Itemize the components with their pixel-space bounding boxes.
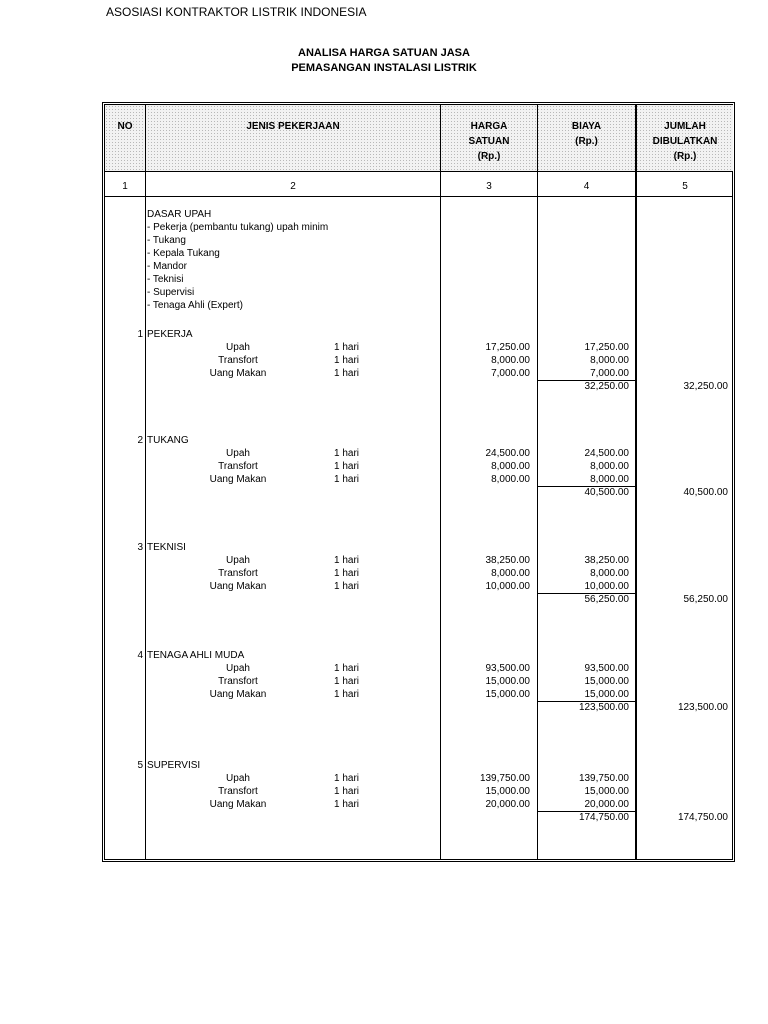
item-biaya: 15,000.00 (584, 786, 629, 797)
column-header-harga-satuan-1: HARGA (470, 121, 508, 132)
item-harga-satuan: 15,000.00 (485, 786, 530, 797)
organization-name: ASOSIASI KONTRAKTOR LISTRIK INDONESIA (106, 5, 367, 19)
dasar-upah-item: - Teknisi (147, 274, 184, 285)
item-label: Transfort (218, 461, 258, 472)
item-quantity: 1 hari (334, 474, 360, 485)
item-harga-satuan: 10,000.00 (485, 581, 530, 592)
section-jumlah-dibulatkan: 123,500.00 (677, 702, 728, 713)
item-label: Upah (226, 342, 250, 353)
item-label: Uang Makan (209, 799, 267, 810)
column-number-divider (104, 196, 733, 197)
item-label: Upah (226, 773, 250, 784)
item-quantity: 1 hari (334, 461, 360, 472)
item-harga-satuan: 38,250.00 (485, 555, 530, 566)
item-biaya: 24,500.00 (584, 448, 629, 459)
item-harga-satuan: 8,000.00 (491, 474, 530, 485)
column-header-no: NO (117, 121, 133, 132)
item-label: Uang Makan (209, 689, 267, 700)
item-quantity: 1 hari (334, 448, 360, 459)
item-quantity: 1 hari (334, 568, 360, 579)
section-name: TEKNISI (147, 542, 186, 553)
section-jumlah-dibulatkan: 56,250.00 (683, 594, 728, 605)
column-header-jumlah-1: JUMLAH (664, 121, 706, 132)
dasar-upah-item: - Mandor (147, 261, 188, 272)
column-header-harga-satuan-3: (Rp.) (477, 151, 501, 162)
item-quantity: 1 hari (334, 663, 360, 674)
item-label: Transfort (218, 676, 258, 687)
section-name: SUPERVISI (147, 760, 201, 771)
item-quantity: 1 hari (334, 355, 360, 366)
item-biaya: 7,000.00 (590, 368, 629, 379)
item-label: Uang Makan (209, 581, 267, 592)
item-quantity: 1 hari (334, 368, 360, 379)
dasar-upah-title: DASAR UPAH (147, 209, 212, 220)
column-number-5: 5 (682, 181, 688, 192)
item-harga-satuan: 17,250.00 (485, 342, 530, 353)
item-biaya: 10,000.00 (584, 581, 629, 592)
item-label: Uang Makan (209, 368, 267, 379)
section-name: TENAGA AHLI MUDA (147, 650, 245, 661)
item-label: Transfort (218, 786, 258, 797)
column-divider-no (145, 104, 146, 860)
item-quantity: 1 hari (334, 689, 360, 700)
section-number: 1 (137, 329, 143, 340)
item-biaya: 20,000.00 (584, 799, 629, 810)
item-quantity: 1 hari (334, 581, 360, 592)
section-jumlah-dibulatkan: 174,750.00 (677, 812, 728, 823)
item-quantity: 1 hari (334, 786, 360, 797)
item-biaya: 38,250.00 (584, 555, 629, 566)
item-harga-satuan: 139,750.00 (479, 773, 530, 784)
item-label: Transfort (218, 568, 258, 579)
document-title-line2: PEMASANGAN INSTALASI LISTRIK (291, 62, 477, 74)
header-divider (104, 171, 733, 172)
column-divider-biaya (635, 104, 637, 860)
column-header-harga-satuan-2: SATUAN (468, 136, 510, 147)
item-harga-satuan: 8,000.00 (491, 461, 530, 472)
section-name: TUKANG (147, 435, 189, 446)
section-number: 3 (137, 542, 143, 553)
column-header-biaya-2: (Rp.) (575, 136, 598, 147)
item-harga-satuan: 15,000.00 (485, 689, 530, 700)
item-label: Uang Makan (209, 474, 267, 485)
column-header-biaya-1: BIAYA (571, 121, 602, 132)
section-number: 5 (137, 760, 143, 771)
section-subtotal: 40,500.00 (584, 487, 629, 498)
item-biaya: 139,750.00 (578, 773, 629, 784)
column-header-jumlah-3: (Rp.) (673, 151, 697, 162)
item-harga-satuan: 7,000.00 (491, 368, 530, 379)
section-number: 2 (137, 435, 143, 446)
column-number-4: 4 (583, 181, 590, 192)
section-number: 4 (137, 650, 143, 661)
column-number-1: 1 (122, 181, 128, 192)
item-biaya: 15,000.00 (584, 676, 629, 687)
item-biaya: 15,000.00 (584, 689, 629, 700)
item-harga-satuan: 24,500.00 (485, 448, 530, 459)
item-quantity: 1 hari (334, 799, 360, 810)
item-harga-satuan: 8,000.00 (491, 568, 530, 579)
item-harga-satuan: 20,000.00 (485, 799, 530, 810)
column-number-2: 2 (290, 181, 296, 192)
item-label: Transfort (218, 355, 258, 366)
item-quantity: 1 hari (334, 676, 360, 687)
item-harga-satuan: 93,500.00 (485, 663, 530, 674)
item-label: Upah (226, 448, 250, 459)
item-harga-satuan: 15,000.00 (485, 676, 530, 687)
item-label: Upah (226, 555, 250, 566)
column-number-3: 3 (486, 181, 492, 192)
item-biaya: 8,000.00 (590, 474, 629, 485)
item-quantity: 1 hari (334, 555, 360, 566)
section-jumlah-dibulatkan: 32,250.00 (683, 381, 728, 392)
dasar-upah-item: - Pekerja (pembantu tukang) upah minim (147, 222, 329, 233)
column-header-jumlah-2: DIBULATKAN (652, 136, 718, 147)
dasar-upah-item: - Kepala Tukang (147, 248, 220, 259)
item-label: Upah (226, 663, 250, 674)
item-biaya: 8,000.00 (590, 355, 629, 366)
column-header-jenis-pekerjaan: JENIS PEKERJAAN (246, 121, 340, 132)
item-biaya: 93,500.00 (584, 663, 629, 674)
section-subtotal: 174,750.00 (578, 812, 629, 823)
item-biaya: 17,250.00 (584, 342, 629, 353)
item-harga-satuan: 8,000.00 (491, 355, 530, 366)
dasar-upah-item: - Tenaga Ahli (Expert) (147, 300, 243, 311)
section-name: PEKERJA (147, 329, 193, 340)
dasar-upah-item: - Tukang (147, 235, 186, 246)
dasar-upah-item: - Supervisi (147, 287, 195, 298)
section-subtotal: 32,250.00 (584, 381, 629, 392)
item-quantity: 1 hari (334, 342, 360, 353)
section-subtotal: 56,250.00 (584, 594, 629, 605)
item-biaya: 8,000.00 (590, 461, 629, 472)
document-title-line1: ANALISA HARGA SATUAN JASA (298, 47, 470, 59)
section-jumlah-dibulatkan: 40,500.00 (683, 487, 728, 498)
item-biaya: 8,000.00 (590, 568, 629, 579)
section-subtotal: 123,500.00 (578, 702, 629, 713)
item-quantity: 1 hari (334, 773, 360, 784)
